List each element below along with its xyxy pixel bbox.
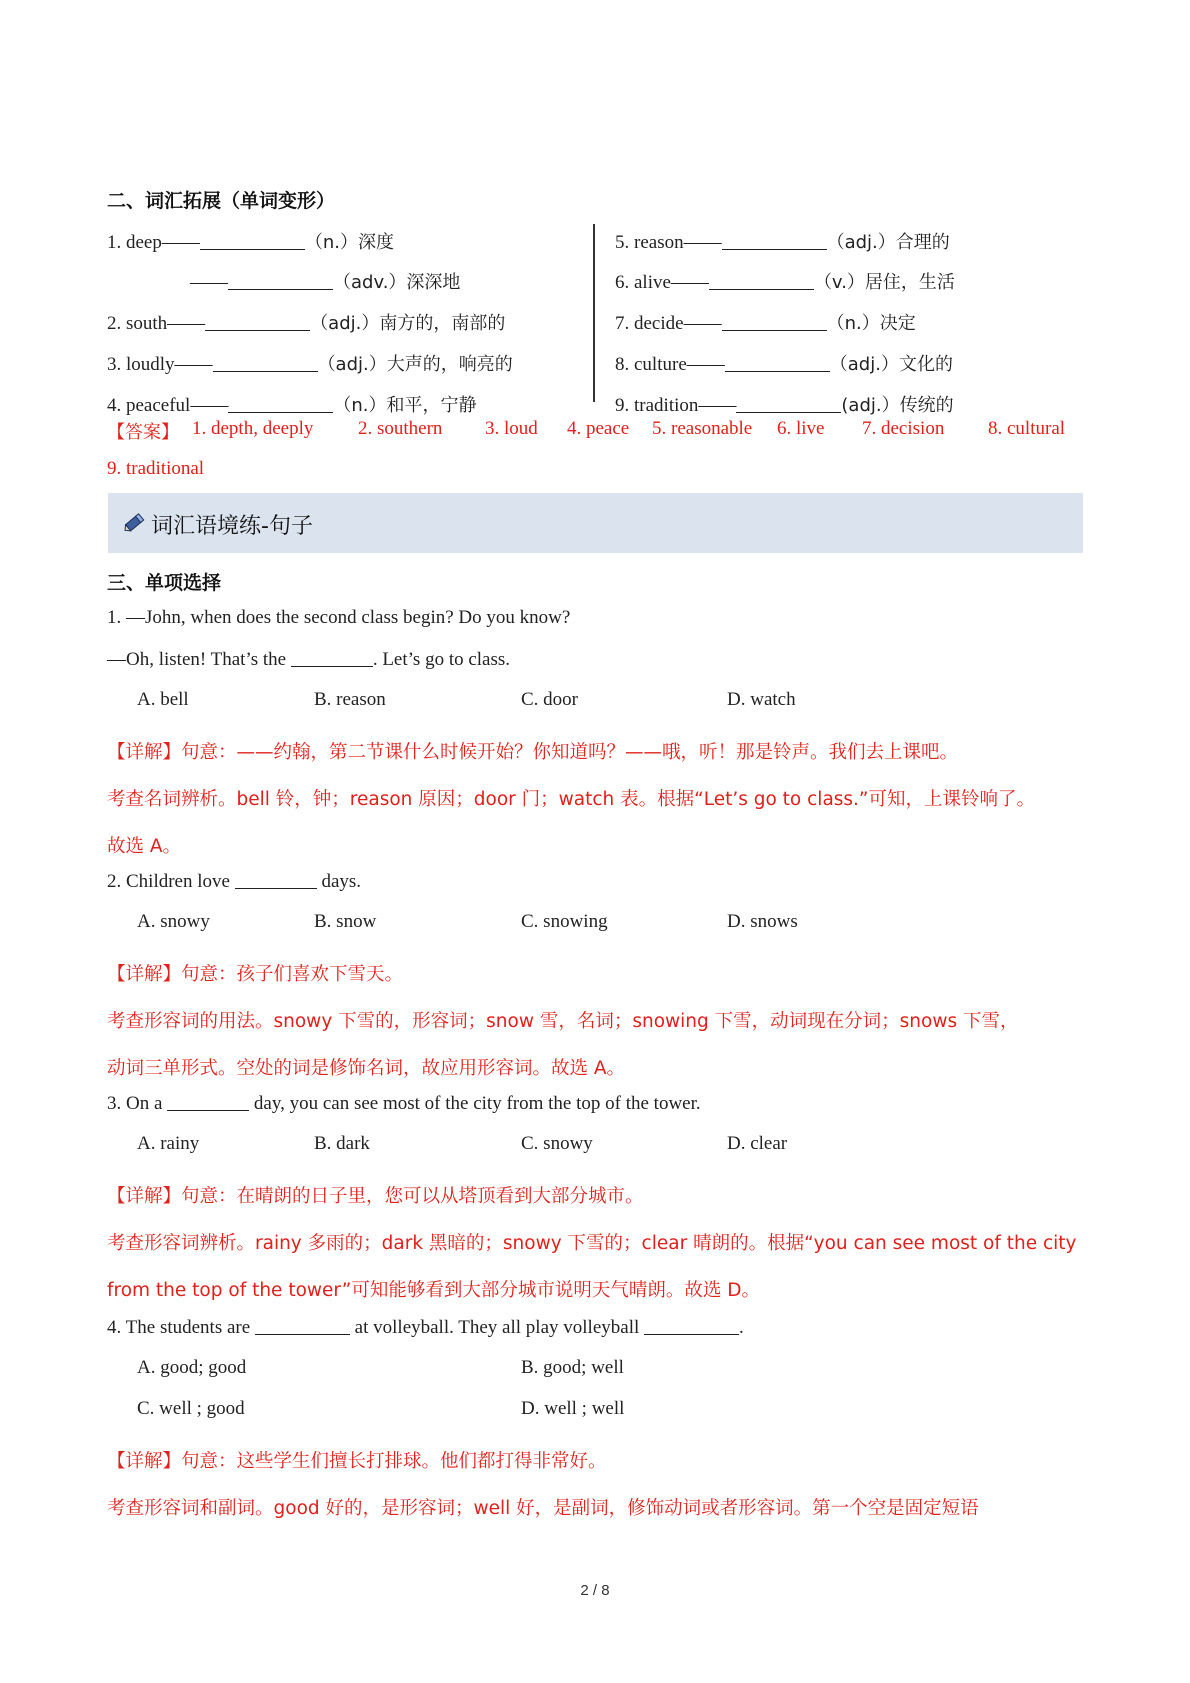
vocab-item-suffix: （v.）居住，生活 <box>813 272 955 293</box>
question-text: —Oh, listen! That’s the <box>107 649 287 670</box>
vocab-item-prefix: 8. culture—— <box>615 354 725 375</box>
answer-7: 7. decision <box>862 418 945 439</box>
question-text: days. <box>321 871 362 892</box>
answer-6: 6. live <box>777 418 825 439</box>
vocab-item-9 <box>615 391 954 417</box>
option-d[interactable]: D. clear <box>727 1133 788 1154</box>
explanation-label: 【详解】 <box>107 964 182 985</box>
answer-blank[interactable] <box>235 870 317 889</box>
option-a[interactable]: A. good; good <box>137 1357 247 1378</box>
question-3 <box>107 1092 701 1115</box>
option-d[interactable]: D. watch <box>727 689 796 710</box>
vocab-item-7 <box>615 309 916 335</box>
question-text: 2. Children love <box>107 871 230 892</box>
answer-blank[interactable] <box>725 353 830 372</box>
option-d[interactable]: D. well ; well <box>521 1398 625 1419</box>
option-c[interactable]: C. snowy <box>521 1133 593 1154</box>
vocab-item-suffix: （adv.）深深地 <box>333 272 461 293</box>
option-b[interactable]: B. dark <box>314 1133 370 1154</box>
vocab-item-suffix: (adj.）传统的 <box>841 395 954 416</box>
answer-4: 4. peace <box>567 418 630 439</box>
answer-blank[interactable] <box>167 1092 249 1111</box>
option-c[interactable]: C. door <box>521 689 578 710</box>
answer-blank[interactable] <box>205 312 310 331</box>
answer-blank[interactable] <box>291 648 373 667</box>
explanation-meaning <box>107 960 403 986</box>
vocab-item-prefix: 4. peaceful—— <box>107 395 229 416</box>
vocab-item-suffix: （adj.）大声的，响亮的 <box>317 354 513 375</box>
answer-blank[interactable] <box>722 312 827 331</box>
vocab-item-6 <box>615 268 955 294</box>
explanation-meaning <box>107 1182 644 1208</box>
answer-blank[interactable] <box>722 231 827 250</box>
pencil-icon <box>122 509 148 535</box>
answer-label: 【答案】 <box>107 422 179 443</box>
explanation-analysis: from the top of the tower”可知能够看到大部分城市说明天气晴朗。故选 D。 <box>107 1280 761 1301</box>
option-d[interactable]: D. snows <box>727 911 798 932</box>
answer-blank[interactable] <box>736 394 841 413</box>
vocab-item-suffix: （n.）和平，宁静 <box>333 395 477 416</box>
explanation-label: 【详解】 <box>107 1186 182 1207</box>
vocab-item-prefix: 9. tradition—— <box>615 395 737 416</box>
question-text: day, you can see most of the city from the top of the tower. <box>253 1093 701 1114</box>
vocab-item-suffix: （adj.）合理的 <box>826 232 950 253</box>
answer-2: 2. southern <box>358 418 443 439</box>
option-b[interactable]: B. reason <box>314 689 386 710</box>
vocab-item-2 <box>107 309 505 335</box>
explanation-analysis: 故选 A。 <box>107 836 182 857</box>
option-c[interactable]: C. snowing <box>521 911 608 932</box>
explanation-analysis: 考查形容词辨析。rainy 多雨的；dark 黑暗的；snowy 下雪的；clear 晴朗的。根据“you can see most of the city <box>107 1233 1077 1254</box>
question-text: . Let’s go to class. <box>372 649 511 670</box>
explanation-text: 句意：——约翰，第二节课什么时候开始？你知道吗？——哦，听！那是铃声。我们去上课吧。 <box>181 742 959 763</box>
vocab-item-suffix: （adj.）文化的 <box>829 354 953 375</box>
option-a[interactable]: A. snowy <box>137 911 210 932</box>
vocab-item-1 <box>107 228 394 254</box>
vocab-item-prefix: 7. decide—— <box>615 313 722 334</box>
vocab-item-prefix: 1. deep—— <box>107 232 200 253</box>
explanation-analysis: 考查名词辨析。bell 铃，钟；reason 原因；door 门；watch 表。根据“Let’s go to class.”可知，上课铃响了。 <box>107 789 1036 810</box>
banner-title: 词汇语境练-句子 <box>151 514 313 539</box>
option-a[interactable]: A. rainy <box>137 1133 200 1154</box>
answer-blank[interactable] <box>709 271 814 290</box>
vocab-item-5 <box>615 228 950 254</box>
vocab-item-suffix: （n.）深度 <box>304 232 395 253</box>
answer-blank[interactable] <box>228 271 333 290</box>
question-text: . <box>739 1317 744 1338</box>
vocab-item-prefix: 2. south—— <box>107 313 206 334</box>
explanation-label: 【详解】 <box>107 1451 182 1472</box>
vocab-item-prefix: 6. alive—— <box>615 272 709 293</box>
answer-3: 3. loud <box>485 418 538 439</box>
answer-1: 1. depth, deeply <box>192 418 314 439</box>
explanation-text: 句意：这些学生们擅长打排球。他们都打得非常好。 <box>181 1451 607 1472</box>
explanation-analysis: 考查形容词的用法。snowy 下雪的，形容词；snow 雪，名词；snowing 下雪，动词现在分词；snows 下雪， <box>107 1011 1019 1032</box>
question-4 <box>107 1316 744 1339</box>
option-b[interactable]: B. snow <box>314 911 377 932</box>
answer-blank[interactable] <box>228 394 333 413</box>
answer-blank[interactable] <box>255 1316 350 1335</box>
vocab-item-1b <box>190 268 460 294</box>
column-divider <box>593 224 595 402</box>
answer-9: 9. traditional <box>107 458 205 479</box>
explanation-text: 句意：在晴朗的日子里，您可以从塔顶看到大部分城市。 <box>181 1186 644 1207</box>
vocab-item-suffix: （n.）决定 <box>826 313 916 334</box>
option-c[interactable]: C. well ; good <box>137 1398 245 1419</box>
answer-blank[interactable] <box>200 231 305 250</box>
explanation-text: 句意：孩子们喜欢下雪天。 <box>181 964 404 985</box>
question-text: at volleyball. They all play volleyball <box>354 1317 640 1338</box>
option-a[interactable]: A. bell <box>137 689 189 710</box>
explanation-analysis: 动词三单形式。空处的词是修饰名词，故应用形容词。故选 A。 <box>107 1058 626 1079</box>
question-2 <box>107 870 361 893</box>
answer-blank[interactable] <box>644 1316 739 1335</box>
section-heading-single-choice: 三、单项选择 <box>107 572 222 594</box>
answer-8: 8. cultural <box>988 418 1066 439</box>
vocab-item-8 <box>615 350 953 376</box>
question-1-line-1: 1. —John, when does the second class begin? Do you know? <box>107 607 571 628</box>
explanation-meaning <box>107 1447 607 1473</box>
explanation-meaning <box>107 738 958 764</box>
answer-line <box>107 418 179 444</box>
section-heading-vocab-expansion: 二、词汇拓展（单词变形） <box>107 190 336 212</box>
vocab-item-prefix: 3. loudly—— <box>107 354 213 375</box>
explanation-label: 【详解】 <box>107 742 182 763</box>
question-text: 4. The students are <box>107 1317 251 1338</box>
vocab-item-prefix: 5. reason—— <box>615 232 722 253</box>
explanation-analysis: 考查形容词和副词。good 好的，是形容词；well 好，是副词，修饰动词或者形容词。第一个空是固定短语 <box>107 1498 979 1519</box>
vocab-item-prefix: —— <box>190 272 228 293</box>
question-1-line-2 <box>107 648 510 671</box>
answer-5: 5. reasonable <box>652 418 753 439</box>
vocab-item-3 <box>107 350 513 376</box>
vocab-item-suffix: （adj.）南方的，南部的 <box>310 313 506 334</box>
page-number: 2 / 8 <box>580 1582 610 1599</box>
option-b[interactable]: B. good; well <box>521 1357 624 1378</box>
question-text: 3. On a <box>107 1093 163 1114</box>
answer-blank[interactable] <box>213 353 318 372</box>
vocab-item-4 <box>107 391 476 417</box>
